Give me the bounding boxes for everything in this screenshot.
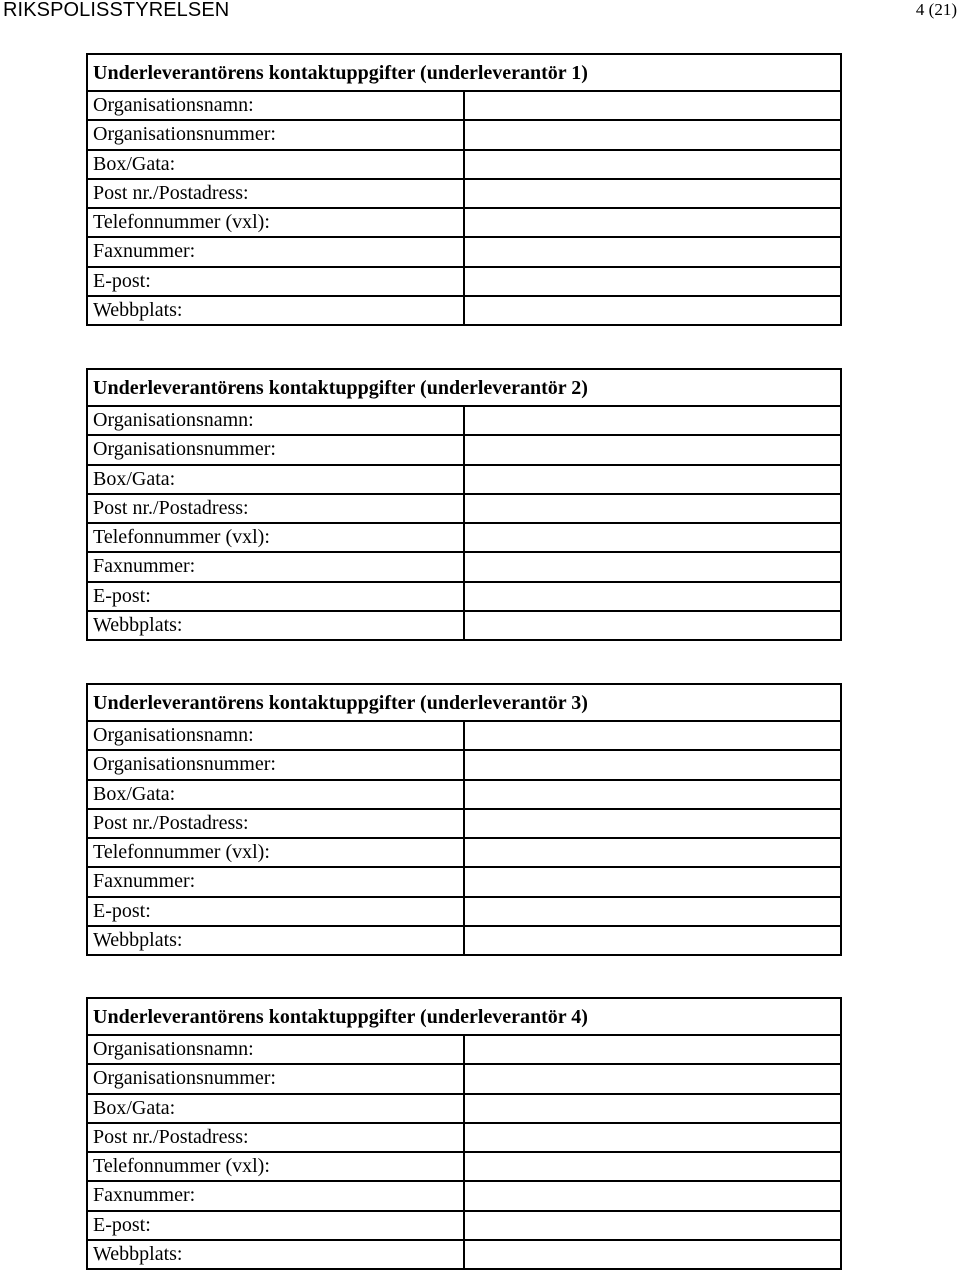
label-organization-name: Organisationsnamn: [87, 721, 464, 750]
page-number: 4 (21) [915, 0, 957, 19]
value-fax[interactable] [464, 237, 841, 266]
label-street-address: Box/Gata: [87, 150, 464, 179]
value-phone[interactable] [464, 1152, 841, 1181]
value-street-address[interactable] [464, 1094, 841, 1123]
section-title: Underleverantörens kontaktuppgifter (underleverantör 4) [87, 998, 841, 1035]
label-street-address: Box/Gata: [87, 780, 464, 809]
field-row-email [87, 267, 841, 296]
value-website[interactable] [464, 926, 841, 955]
label-fax: Faxnummer: [87, 237, 464, 266]
subcontractor-contact-table-4 [86, 997, 842, 1270]
value-postal-address[interactable] [464, 494, 841, 523]
label-fax: Faxnummer: [87, 867, 464, 896]
label-organization-name: Organisationsnamn: [87, 91, 464, 120]
label-website: Webbplats: [87, 296, 464, 325]
field-row-fax [87, 1181, 841, 1210]
section-title-row [87, 369, 841, 406]
value-email[interactable] [464, 897, 841, 926]
field-row-email [87, 897, 841, 926]
field-row-street-address [87, 1094, 841, 1123]
field-row-organization-name [87, 1035, 841, 1064]
value-website[interactable] [464, 296, 841, 325]
value-website[interactable] [464, 1240, 841, 1269]
field-row-postal-address [87, 1123, 841, 1152]
label-organization-number: Organisationsnummer: [87, 1064, 464, 1093]
subcontractor-contact-table-3 [86, 683, 842, 956]
organization-name: RIKSPOLISSTYRELSEN [3, 0, 230, 21]
value-phone[interactable] [464, 838, 841, 867]
value-website[interactable] [464, 611, 841, 640]
section-title-row [87, 998, 841, 1035]
value-postal-address[interactable] [464, 809, 841, 838]
value-phone[interactable] [464, 208, 841, 237]
field-row-organization-number [87, 435, 841, 464]
page-header [0, 0, 960, 24]
subcontractor-contact-table-2 [86, 368, 842, 641]
field-row-organization-number [87, 750, 841, 779]
value-organization-name[interactable] [464, 91, 841, 120]
value-organization-number[interactable] [464, 1064, 841, 1093]
label-postal-address: Post nr./Postadress: [87, 1123, 464, 1152]
value-email[interactable] [464, 582, 841, 611]
field-row-postal-address [87, 179, 841, 208]
label-email: E-post: [87, 267, 464, 296]
field-row-website [87, 1240, 841, 1269]
value-postal-address[interactable] [464, 1123, 841, 1152]
field-row-fax [87, 237, 841, 266]
value-postal-address[interactable] [464, 179, 841, 208]
section-title: Underleverantörens kontaktuppgifter (underleverantör 3) [87, 684, 841, 721]
field-row-website [87, 611, 841, 640]
value-fax[interactable] [464, 867, 841, 896]
label-website: Webbplats: [87, 926, 464, 955]
field-row-phone [87, 1152, 841, 1181]
field-row-organization-number [87, 1064, 841, 1093]
field-row-phone [87, 523, 841, 552]
field-row-fax [87, 867, 841, 896]
value-street-address[interactable] [464, 780, 841, 809]
label-fax: Faxnummer: [87, 552, 464, 581]
field-row-organization-name [87, 721, 841, 750]
label-organization-name: Organisationsnamn: [87, 1035, 464, 1064]
label-email: E-post: [87, 897, 464, 926]
label-phone: Telefonnummer (vxl): [87, 523, 464, 552]
value-organization-number[interactable] [464, 750, 841, 779]
section-title: Underleverantörens kontaktuppgifter (underleverantör 2) [87, 369, 841, 406]
field-row-website [87, 926, 841, 955]
label-postal-address: Post nr./Postadress: [87, 494, 464, 523]
value-fax[interactable] [464, 1181, 841, 1210]
value-phone[interactable] [464, 523, 841, 552]
value-fax[interactable] [464, 552, 841, 581]
field-row-organization-name [87, 91, 841, 120]
label-email: E-post: [87, 582, 464, 611]
value-email[interactable] [464, 267, 841, 296]
label-phone: Telefonnummer (vxl): [87, 1152, 464, 1181]
field-row-email [87, 582, 841, 611]
label-organization-number: Organisationsnummer: [87, 750, 464, 779]
subcontractor-contact-table-1 [86, 53, 842, 326]
label-organization-name: Organisationsnamn: [87, 406, 464, 435]
label-postal-address: Post nr./Postadress: [87, 179, 464, 208]
field-row-organization-number [87, 120, 841, 149]
field-row-fax [87, 552, 841, 581]
label-street-address: Box/Gata: [87, 465, 464, 494]
value-organization-number[interactable] [464, 120, 841, 149]
field-row-street-address [87, 150, 841, 179]
field-row-organization-name [87, 406, 841, 435]
field-row-website [87, 296, 841, 325]
value-street-address[interactable] [464, 150, 841, 179]
label-fax: Faxnummer: [87, 1181, 464, 1210]
label-postal-address: Post nr./Postadress: [87, 809, 464, 838]
value-organization-number[interactable] [464, 435, 841, 464]
label-phone: Telefonnummer (vxl): [87, 208, 464, 237]
label-website: Webbplats: [87, 611, 464, 640]
field-row-phone [87, 208, 841, 237]
field-row-email [87, 1211, 841, 1240]
label-organization-number: Organisationsnummer: [87, 435, 464, 464]
label-website: Webbplats: [87, 1240, 464, 1269]
section-title-row [87, 54, 841, 91]
label-organization-number: Organisationsnummer: [87, 120, 464, 149]
label-phone: Telefonnummer (vxl): [87, 838, 464, 867]
value-organization-name[interactable] [464, 1035, 841, 1064]
label-street-address: Box/Gata: [87, 1094, 464, 1123]
section-title-row [87, 684, 841, 721]
field-row-phone [87, 838, 841, 867]
field-row-postal-address [87, 809, 841, 838]
section-title: Underleverantörens kontaktuppgifter (underleverantör 1) [87, 54, 841, 91]
field-row-street-address [87, 780, 841, 809]
field-row-street-address [87, 465, 841, 494]
value-organization-name[interactable] [464, 721, 841, 750]
value-organization-name[interactable] [464, 406, 841, 435]
value-street-address[interactable] [464, 465, 841, 494]
label-email: E-post: [87, 1211, 464, 1240]
value-email[interactable] [464, 1211, 841, 1240]
field-row-postal-address [87, 494, 841, 523]
